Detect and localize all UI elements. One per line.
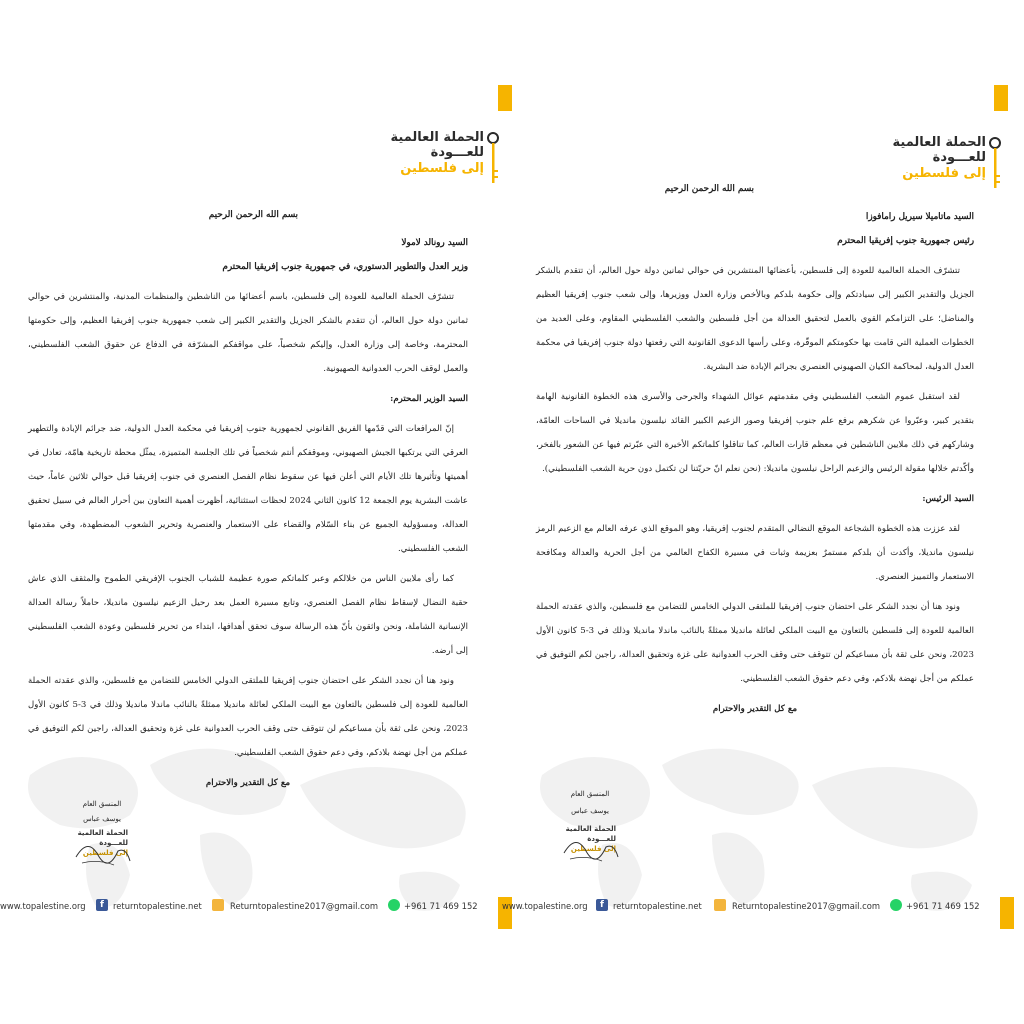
footer-website[interactable]: www.topalestine.org bbox=[502, 901, 588, 911]
logo-line-2: للعـــودة bbox=[932, 150, 986, 165]
whatsapp-icon bbox=[388, 899, 400, 911]
basmala: بسم الله الرحمن الرحيم bbox=[664, 184, 754, 194]
logo-line-3: إلى فلسطين bbox=[902, 166, 986, 181]
paragraph-4: ونود هنا أن نجدد الشكر على احتضان جنوب إفريقيا للملتقى الدولي الخامس للتضامن مع فلسطين، والذي عقدته الحملة العالمية للعودة إلى فلسطين بالتعاون مع البيت الملكي لعائلة مانديلا ممثلةً بالنائب ماندلا مانديلا وذلك في 3-5 كانون الأول 2023، ونحن على ثقة بأن مساعيكم لن تتوقف حتى وقف الحرب العدوانية على غزة وتحقيق العدالة، راجين لكم التوفيق في عملكم من أجل نهضة بلادكم، وفي دعم حقوق الشعب الفلسطيني. bbox=[28, 676, 468, 758]
addressee-name: السيد رونالد لامولا bbox=[401, 238, 468, 248]
logo-line-2: للعـــودة bbox=[430, 145, 484, 160]
footer-email[interactable]: Returntopalestine2017@gmail.com bbox=[732, 901, 881, 911]
signature-stamp bbox=[68, 827, 138, 871]
signature-name: يوسف عباس bbox=[571, 807, 609, 815]
logo-line-1: الحملة العالمية bbox=[892, 135, 986, 150]
footer-email[interactable]: Returntopalestine2017@gmail.com bbox=[230, 901, 379, 911]
facebook-icon: f bbox=[96, 899, 108, 911]
letter-page-left bbox=[0, 85, 512, 945]
basmala: بسم الله الرحمن الرحيم bbox=[208, 210, 298, 220]
signature-title: المنسق العام bbox=[82, 800, 122, 808]
stamp-line-2: للعـــودة bbox=[587, 835, 616, 843]
footer-website[interactable]: www.topalestine.org bbox=[0, 901, 86, 911]
email-icon bbox=[714, 899, 726, 911]
signature-name: يوسف عباس bbox=[83, 815, 121, 823]
paragraph-1: تتشرّف الحملة العالمية للعودة إلى فلسطين، بأعضائها المنتشرين في حوالي ثمانين دولة حول العالم، أن تتقدم بالشكر الجزيل والتقدير الكبير إلى سيادتكم وإلى حكومة بلدكم وبالأخص وزارة العدل ووزيرها، وإلى شعب جنوب إفريقيا العظيم والمناضل؛ على التزامكم القوي بالعمل لتحقيق العدالة من أجل فلسطين والشعب الفلسطيني المقاوم، وعلى العديد من الخطوات العملية التي قامت بها حكومتكم الموقّرة، وعلى رأسها الدعوى القانونية التي رفعتها دولة جنوب إفريقيا في محكمة العدل الدولية، لمحاكمة الكيان الصهيوني العنصري بجرائم الإبادة ضد البشرية. bbox=[536, 266, 974, 372]
logo-line-1: الحملة العالمية bbox=[390, 130, 484, 145]
facebook-icon: f bbox=[596, 899, 608, 911]
footer-phone: +961 71 469 152 bbox=[404, 901, 478, 911]
addressee-name: السيد ماتاميلا سيريل رامافوزا bbox=[865, 212, 974, 222]
signature-stamp bbox=[556, 823, 626, 867]
salutation: السيد الرئيس: bbox=[922, 494, 974, 504]
closing-line: مع كل التقدير والاحترام bbox=[205, 778, 291, 788]
paragraph-2: إنّ المرافعات التي قدّمها الفريق القانوني لجمهورية جنوب إفريقيا في محكمة العدل الدولية، ضد جرائم الإبادة والتطهير العرقي التي يرتكبها الجيش الصهيوني، وموقفكم أنتم شخصياً في تلك الجلسة المتميزة، يمثّل محطة تاريخية هامّة، تعادل في أهميتها وتأثيرها تلك الأيام التي أعلن فيها عن سقوط نظام الفصل العنصري في جنوب إفريقيا قبل حوالي ثلاثين عاماً، حيث عاشت البشرية يوم الجمعة 12 كانون الثاني 2024 لحظات استثنائية، أظهرت أهمية التعاون بين أحرار العالم في سبيل تحقيق العدالة، ومسؤولية الجميع عن بناء السّلام والقضاء على الاستعمار والعنصرية وتحرير الشعوب المضطهدة، وفي مقدمتها الشعب الفلسطيني. bbox=[28, 424, 468, 554]
letter-body-left bbox=[28, 203, 468, 804]
footer-left bbox=[0, 897, 490, 917]
letter-body-right bbox=[536, 177, 974, 730]
letter-page-right bbox=[502, 85, 1024, 945]
stamp-line-2: للعـــودة bbox=[99, 839, 128, 847]
footer-facebook[interactable]: returntopalestine.net bbox=[113, 901, 202, 911]
logo-line-3: إلى فلسطين bbox=[400, 161, 484, 176]
signature-title: المنسق العام bbox=[570, 790, 610, 798]
yellow-footer-mark bbox=[1000, 897, 1014, 929]
whatsapp-icon bbox=[890, 899, 902, 911]
email-icon bbox=[212, 899, 224, 911]
footer-right bbox=[502, 897, 992, 917]
stamp-line-3: إلى فلسطين bbox=[570, 845, 616, 853]
paragraph-2: لقد استقبل عموم الشعب الفلسطيني وفي مقدمتهم عوائل الشهداء والجرحى والأسرى هذه الخطوة القانونية الهامة بتقدير كبير، وعبّروا عن شكرهم برفع علم جنوب إفريقيا وصور الزعيم الكبير القائد نيلسون مانديلا في الساحات العامّة، وشاركهم في ذلك ملايين الناشطين في معظم قارات العالم، كما تناقلوا كلماتكم الأخيرة التي عبّرتم فيها عن الشعور بالفخر، وأكّدتم خلالها مقولة الرئيس والزعيم الراحل نيلسون مانديلا: (نحن نعلم انّ حريّتنا لن تكتمل دون حرية الشعب الفلسطيني). bbox=[536, 392, 974, 474]
stamp-line-1: الحملة العالمية bbox=[565, 825, 616, 833]
yellow-corner-mark bbox=[994, 85, 1008, 111]
closing-line: مع كل التقدير والاحترام bbox=[712, 704, 798, 714]
paragraph-1: تتشرّف الحملة العالمية للعودة إلى فلسطين، باسم أعضائها من الناشطين والمنظمات المدنية، والمنتشرين في حوالي ثمانين دولة حول العالم، أن تتقدم بالشكر الجزيل والتقدير الكبير إلى شعب جمهورية جنوب إفريقيا العظيم، وإلى حكومتها المحترمة، وخاصة إلى وزارة العدل، وإليكم شخصياً، على مواقفكم المشرّفة في الدفاع عن حقوق الشعب الفلسطيني، والعمل لوقف الحرب العدوانية الصهيونية. bbox=[28, 292, 468, 374]
logo bbox=[390, 130, 500, 190]
footer-phone: +961 71 469 152 bbox=[906, 901, 980, 911]
handwritten-signature-icon bbox=[556, 823, 626, 867]
salutation: السيد الوزير المحترم: bbox=[390, 394, 468, 404]
stamp-line-3: إلى فلسطين bbox=[82, 849, 128, 857]
paragraph-3: كما رأى ملايين الناس من خلالكم وعبر كلماتكم صورة عظيمة للشباب الجنوب الإفريقي الطموح والمثقف الذي عاش حقبة النضال لإسقاط نظام الفصل العنصري، وتابع مسيرة العمل بعد رحيل الزعيم نيلسون مانديلا، حاملاً رسالة العدالة الإنسانية الشاملة، ونحن واثقون بأنّ هذه الرسالة سوف تحقق أهدافها، ابتداء من تحرير فلسطين وعودة الشعب الفلسطيني إلى أرضه. bbox=[28, 574, 468, 656]
yellow-corner-mark bbox=[498, 85, 512, 111]
footer-facebook[interactable]: returntopalestine.net bbox=[613, 901, 702, 911]
key-logo-icon bbox=[988, 135, 1002, 195]
handwritten-signature-icon bbox=[68, 827, 138, 871]
addressee-position: رئيس جمهورية جنوب إفريقيا المحترم bbox=[837, 236, 974, 246]
paragraph-4: ونود هنا أن نجدد الشكر على احتضان جنوب إفريقيا للملتقى الدولي الخامس للتضامن مع فلسطين، والذي عقدته الحملة العالمية للعودة إلى فلسطين بالتعاون مع البيت الملكي لعائلة مانديلا ممثلةً بالنائب ماندلا مانديلا وذلك في 3-5 كانون الأول 2023، ونحن على ثقة بأن مساعيكم لن تتوقف حتى وقف الحرب العدوانية على غزة وتحقيق العدالة، راجين لكم التوفيق في عملكم من أجل نهضة بلادكم، وفي دعم حقوق الشعب الفلسطيني. bbox=[536, 602, 974, 684]
paragraph-3: لقد عززت هذه الخطوة الشجاعة الموقع النضالي المتقدم لجنوب إفريقيا، وهو الموقع الذي عرفه العالم مع الزعيم الرمز نيلسون مانديلا، وأكدت أن بلدكم مستمرٌ بعزيمة وثبات في مسيرة الكفاح العالمي من أجل الحرية والعدالة ومكافحة الاستعمار والتمييز العنصري. bbox=[536, 524, 974, 582]
stamp-line-1: الحملة العالمية bbox=[77, 829, 128, 837]
addressee-position: وزير العدل والتطوير الدستوري، في جمهورية جنوب إفريقيا المحترم bbox=[222, 262, 468, 272]
key-logo-icon bbox=[486, 130, 500, 190]
